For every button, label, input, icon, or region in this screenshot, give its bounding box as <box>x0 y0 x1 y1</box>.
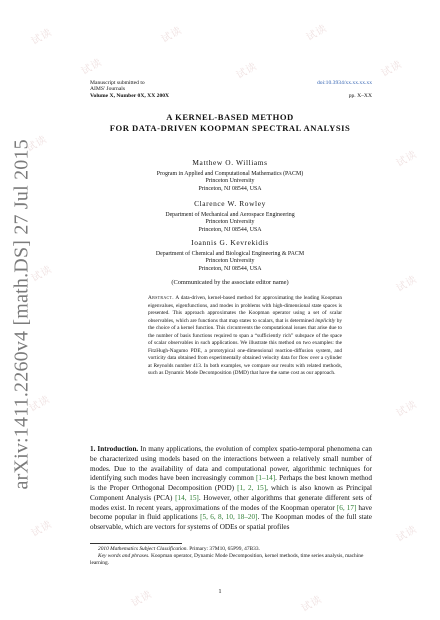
citation-link[interactable]: [1, 2, 15] <box>237 484 267 492</box>
header-line: Volume X, Number 0X, XX 200X <box>90 92 170 99</box>
author-affiliation <box>60 212 400 234</box>
body-text: . Perhaps the best known method is the Proper Orthogonal Decomposition (POD) <box>90 474 372 492</box>
body-text: , which is also known as Principal Component Analysis (PCA) <box>90 484 372 502</box>
author-affiliation <box>60 171 400 193</box>
affiliation-line: Princeton, NJ 08544, USA <box>198 226 262 233</box>
body-text: . However, other algorithms that generate different sets of modes exist. In recent years, approximations of the modes of the Koopman operator <box>90 493 372 512</box>
watermark-text: 试读 <box>379 58 405 80</box>
footnote-label: Key words and phrases. <box>98 553 150 560</box>
watermark-text: 试读 <box>29 263 55 285</box>
watermark-text: 试读 <box>129 588 155 610</box>
header-line: Manuscript submitted to <box>90 80 145 86</box>
author-name: Clarence W. Rowley <box>194 199 266 208</box>
watermark-text: 试读 <box>394 273 420 295</box>
watermark-text: 试读 <box>394 398 420 420</box>
affiliation-line: Program in Applied and Computational Mathematics (PACM) <box>156 171 304 177</box>
citation-link[interactable]: [1–14] <box>256 474 276 483</box>
author-name: Ioannis G. Kevrekidis <box>191 238 269 247</box>
watermark-text: 试读 <box>304 22 330 44</box>
watermark-text: 试读 <box>79 56 105 78</box>
journal-header <box>90 80 240 99</box>
abstract-emphasis: implicitly <box>315 317 336 324</box>
citation-link[interactable]: [6, 17] <box>336 503 357 512</box>
footnote-text: Koopman operator, Dynamic Mode Decomposition, kernel methods, time series analysis, machine learning. <box>90 553 364 567</box>
watermark-text: 试读 <box>234 60 260 82</box>
footnote-label: 2010 Mathematics Subject Classification. <box>98 546 188 552</box>
keywords-footnote <box>90 553 372 567</box>
affiliation-line: Princeton, NJ 08544, USA <box>198 185 262 192</box>
header-line: AIMS' Journals <box>90 86 126 93</box>
body-text: In many applications, the evolution of complex spatio-temporal phenomena can be characterized using models based on the interactions between a relatively small number of modes. Due to the availability of data and computational power, algorithmic techniques for identifying such modes have been increasingly common <box>90 445 372 483</box>
introduction-section <box>90 445 372 533</box>
paper-title <box>60 112 400 134</box>
citation-link[interactable]: [14, 15] <box>175 493 199 502</box>
affiliation-line: Princeton University <box>205 178 255 185</box>
affiliation-line: Department of Mechanical and Aerospace Engineering <box>165 212 295 218</box>
citation-link[interactable]: [5, 6, 8, 10, 18–20] <box>200 513 258 522</box>
watermark-text: 试读 <box>299 593 325 615</box>
watermark-text: 试读 <box>394 148 420 170</box>
watermark-text: 试读 <box>159 24 185 46</box>
arxiv-identifier: arXiv:1411.2260v4 [math.DS] 27 Jul 2015 <box>10 139 33 490</box>
footnote-text: Primary: 37M10, 65P99, 47B33. <box>187 546 260 552</box>
watermark-text: 试读 <box>29 26 55 48</box>
abstract-text: by the choice of a kernel function. This circumvents the computational issues that arise due to the number of basis functions required to span a “sufficiently rich” subspace of the space of scalar observables in such applications. We illustrate this method on two examples: the FitzHugh-Nagumo PDE, a prototypical one-dimensional reaction-diffusion system, and vorticity data obtained from experimentally obtained velocity data for flow over a cylinder at Reynolds number 413. In both examples, we compare our results with related methods, such as Dynamic Mode Decomposition (DMD) that have the same cost as our approach. <box>148 317 342 377</box>
watermark-text: 试读 <box>29 518 55 540</box>
affiliation-line: Princeton, NJ 08544, USA <box>198 265 262 272</box>
abstract <box>148 295 342 378</box>
abstract-label: Abstract. <box>148 295 174 301</box>
author-affiliation <box>60 251 400 273</box>
communicated-by: (Communicated by the associate editor name) <box>171 279 289 286</box>
doi-header <box>250 80 372 99</box>
affiliation-line: Princeton University <box>205 219 255 226</box>
doi-link[interactable]: doi:10.3934/xx.xx.xx.xx <box>316 80 372 86</box>
abstract-text: A data-driven, kernel-based method for approximating the leading Koopman eigenvalues, eigenfunctions, and modes in problems with high-dimensional state spaces is presented. This approach approximates the Koopman operator using a set of scalar observables, which are functions that map states to scalars, that is determined <box>148 295 342 324</box>
footnote-rule <box>90 543 182 544</box>
title-line: A KERNEL-BASED METHOD <box>166 112 294 122</box>
watermark-text: 试读 <box>24 133 50 155</box>
title-line: FOR DATA-DRIVEN KOOPMAN SPECTRAL ANALYSIS <box>109 123 351 133</box>
body-text: have become popular in fluid applications <box>90 503 373 522</box>
page-range: pp. X–XX <box>348 92 372 99</box>
footnotes <box>90 546 372 567</box>
page-number: 1 <box>218 588 222 595</box>
watermark-text: 试读 <box>27 393 53 415</box>
msc-footnote <box>90 546 372 553</box>
watermark-text: 试读 <box>394 523 420 545</box>
section-heading: 1. Introduction. <box>90 445 139 453</box>
body-text: . The Koopman modes of the full state observable, which are vectors for systems of ODEs or spatial profiles <box>90 513 372 531</box>
author-name: Matthew O. Williams <box>192 158 268 167</box>
affiliation-line: Princeton University <box>205 258 255 265</box>
affiliation-line: Department of Chemical and Biological Engineering & PACM <box>155 251 305 257</box>
